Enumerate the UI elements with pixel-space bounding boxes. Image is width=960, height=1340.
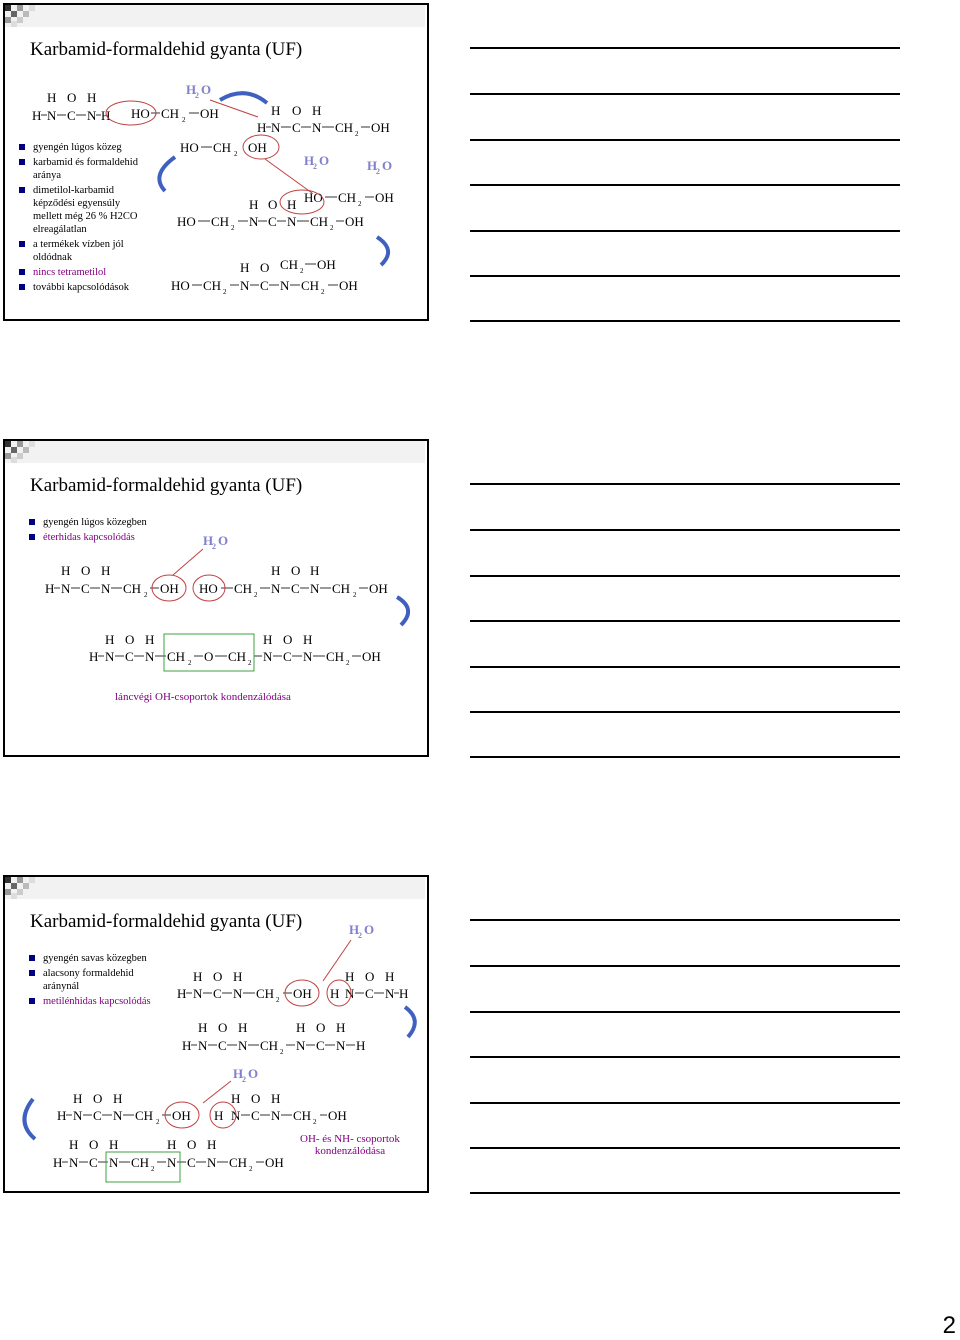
note-line	[470, 1056, 900, 1058]
svg-text:N: N	[207, 1155, 217, 1170]
note-line	[470, 711, 900, 713]
svg-text:O: O	[81, 563, 91, 578]
svg-text:H: H	[109, 1137, 119, 1152]
svg-text:O: O	[67, 90, 77, 105]
svg-text:2: 2	[182, 116, 186, 124]
svg-text:H: H	[249, 197, 259, 212]
svg-text:OH: OH	[328, 1108, 347, 1123]
svg-text:H: H	[101, 108, 111, 123]
water-label: H	[203, 533, 214, 548]
svg-text:O: O	[382, 158, 393, 173]
svg-text:H: H	[198, 1020, 208, 1035]
svg-text:N: N	[47, 108, 57, 123]
svg-text:OH: OH	[339, 278, 358, 293]
svg-text:2: 2	[144, 591, 148, 599]
bullet-item: alacsony formaldehid aránynál	[29, 967, 169, 993]
svg-text:H: H	[193, 969, 203, 984]
svg-text:H: H	[167, 1137, 177, 1152]
svg-text:O: O	[316, 1020, 326, 1035]
curved-arrow	[159, 157, 175, 191]
slide-title: Karbamid-formaldehid gyanta (UF)	[30, 475, 303, 496]
bullet-item: karbamid és formaldehid aránya	[19, 156, 147, 182]
svg-text:H: H	[145, 632, 155, 647]
svg-text:H: H	[113, 1091, 123, 1106]
svg-text:N: N	[296, 1038, 306, 1053]
svg-text:OH: OH	[293, 986, 312, 1001]
svg-text:CH: CH	[293, 1108, 312, 1123]
svg-text:N: N	[385, 986, 395, 1001]
svg-text:C: C	[316, 1038, 325, 1053]
svg-text:H: H	[303, 632, 313, 647]
svg-text:CH: CH	[135, 1108, 154, 1123]
svg-text:H: H	[32, 108, 42, 123]
svg-text:CH: CH	[229, 1155, 248, 1170]
svg-text:OH: OH	[248, 140, 267, 155]
reaction-arrow	[203, 1081, 231, 1103]
svg-text:O: O	[251, 1091, 261, 1106]
note-line	[470, 666, 900, 668]
bullet-item: gyengén lúgos közeg	[19, 141, 147, 154]
svg-text:2: 2	[358, 931, 362, 940]
svg-text:O: O	[125, 632, 135, 647]
svg-text:2: 2	[313, 162, 317, 171]
svg-text:O: O	[89, 1137, 99, 1152]
svg-text:H: H	[345, 969, 355, 984]
svg-text:N: N	[113, 1108, 123, 1123]
slide-1	[3, 3, 429, 321]
svg-text:H: H	[69, 1137, 79, 1152]
slide-title: Karbamid-formaldehid gyanta (UF)	[30, 39, 303, 60]
svg-text:N: N	[287, 214, 297, 229]
svg-text:OH: OH	[345, 214, 364, 229]
svg-text:O: O	[218, 1020, 228, 1035]
svg-text:O: O	[283, 632, 293, 647]
svg-text:C: C	[125, 649, 134, 664]
methylol-urea-lower-left	[57, 1091, 191, 1126]
svg-text:H: H	[271, 103, 281, 118]
svg-text:C: C	[67, 108, 76, 123]
svg-text:2: 2	[355, 130, 359, 138]
svg-text:H: H	[45, 581, 55, 596]
bullet-item: a termékek vízben jól oldódnak	[19, 238, 147, 264]
svg-text:H: H	[105, 632, 115, 647]
svg-text:C: C	[93, 1108, 102, 1123]
dimethylol-urea	[177, 190, 394, 232]
svg-text:CH: CH	[256, 986, 275, 1001]
svg-text:O: O	[291, 563, 301, 578]
slide-title: Karbamid-formaldehid gyanta (UF)	[30, 911, 303, 932]
svg-text:2: 2	[248, 659, 252, 667]
reaction-scheme-2	[5, 441, 429, 757]
svg-text:OH: OH	[317, 257, 336, 272]
svg-text:N: N	[271, 1108, 281, 1123]
svg-text:O: O	[268, 197, 278, 212]
note-line	[470, 1147, 900, 1149]
page-number: 2	[942, 1312, 956, 1339]
note-line	[470, 139, 900, 141]
svg-text:HO: HO	[304, 190, 323, 205]
svg-text:HO: HO	[171, 278, 190, 293]
svg-text:2: 2	[376, 167, 380, 176]
svg-text:2: 2	[231, 224, 235, 232]
svg-text:N: N	[145, 649, 155, 664]
svg-text:2: 2	[156, 1118, 160, 1126]
svg-text:H: H	[330, 986, 340, 1001]
svg-text:N: N	[312, 120, 322, 135]
svg-text:N: N	[271, 120, 281, 135]
svg-text:N: N	[240, 278, 250, 293]
note-line	[470, 184, 900, 186]
svg-text:CH: CH	[326, 649, 345, 664]
svg-text:H: H	[101, 563, 111, 578]
water-label: H	[349, 922, 360, 937]
bullet-item: éterhidas kapcsolódás	[29, 531, 229, 544]
svg-text:C: C	[81, 581, 90, 596]
svg-text:CH: CH	[260, 1038, 279, 1053]
svg-text:O: O	[204, 649, 214, 664]
svg-text:O: O	[213, 969, 223, 984]
svg-text:N: N	[73, 1108, 83, 1123]
svg-text:2: 2	[249, 1165, 253, 1173]
note-line	[470, 47, 900, 49]
svg-text:CH: CH	[203, 278, 222, 293]
svg-text:OH: OH	[265, 1155, 284, 1170]
slide-3	[3, 875, 429, 1193]
svg-text:CH: CH	[301, 278, 320, 293]
svg-text:H: H	[53, 1155, 63, 1170]
urea-molecule	[330, 969, 408, 1001]
note-line	[470, 1192, 900, 1194]
svg-text:N: N	[87, 108, 97, 123]
slide-caption: OH- és NH- csoportok kondenzálódása	[300, 1133, 400, 1157]
curved-arrow	[24, 1099, 35, 1139]
svg-text:OH: OH	[200, 106, 219, 121]
svg-text:2: 2	[242, 1075, 246, 1084]
svg-text:CH: CH	[167, 649, 186, 664]
svg-text:H: H	[87, 90, 97, 105]
svg-text:O: O	[187, 1137, 197, 1152]
svg-text:H: H	[336, 1020, 346, 1035]
svg-text:CH: CH	[213, 140, 232, 155]
note-line	[470, 1011, 900, 1013]
note-line	[470, 1102, 900, 1104]
svg-text:HO: HO	[131, 106, 150, 121]
svg-text:HO: HO	[180, 140, 199, 155]
svg-text:CH: CH	[131, 1155, 150, 1170]
svg-text:H: H	[271, 1091, 281, 1106]
formaldehyde-molecule	[131, 106, 219, 124]
svg-text:H: H	[177, 986, 187, 1001]
svg-text:2: 2	[234, 150, 238, 158]
svg-text:OH: OH	[160, 581, 179, 596]
svg-text:C: C	[365, 986, 374, 1001]
svg-text:OH: OH	[362, 649, 381, 664]
curved-arrow	[405, 1007, 415, 1037]
svg-text:C: C	[187, 1155, 196, 1170]
svg-text:OH: OH	[369, 581, 388, 596]
svg-text:H: H	[61, 563, 71, 578]
urea-molecule	[32, 90, 110, 123]
svg-text:O: O	[319, 153, 330, 168]
bullet-item: további kapcsolódások	[19, 281, 147, 294]
svg-text:N: N	[310, 581, 320, 596]
svg-text:O: O	[248, 1066, 259, 1081]
water-label: H	[186, 82, 197, 97]
svg-text:2: 2	[300, 267, 304, 275]
svg-text:O: O	[292, 103, 302, 118]
svg-text:CH: CH	[332, 581, 351, 596]
slide-2	[3, 439, 429, 757]
svg-text:OH: OH	[172, 1108, 191, 1123]
trimethylol-urea	[171, 257, 358, 296]
svg-text:C: C	[291, 581, 300, 596]
svg-text:2: 2	[151, 1165, 155, 1173]
svg-text:2: 2	[223, 288, 227, 296]
svg-text:2: 2	[188, 659, 192, 667]
svg-text:H: H	[287, 197, 297, 212]
svg-text:O: O	[364, 922, 375, 937]
methylol-urea	[257, 103, 390, 138]
svg-text:CH: CH	[161, 106, 180, 121]
svg-text:CH: CH	[228, 649, 247, 664]
bullet-item: gyengén savas közegben	[29, 952, 169, 965]
methylene-bridged-product	[182, 1020, 365, 1056]
note-line	[470, 919, 900, 921]
svg-text:C: C	[251, 1108, 260, 1123]
svg-text:N: N	[336, 1038, 346, 1053]
water-label: H	[367, 158, 378, 173]
svg-text:H: H	[310, 563, 320, 578]
svg-text:2: 2	[195, 91, 199, 100]
svg-text:H: H	[231, 1091, 241, 1106]
svg-text:H: H	[238, 1020, 248, 1035]
bullet-item: dimetilol-karbamid képződési egyensúly mellett még 26 % H2CO elreagálatlan	[19, 184, 147, 236]
svg-text:C: C	[292, 120, 301, 135]
svg-text:H: H	[240, 260, 250, 275]
methylol-urea	[177, 969, 312, 1004]
svg-text:H: H	[399, 986, 409, 1001]
svg-text:N: N	[238, 1038, 248, 1053]
svg-text:2: 2	[254, 591, 258, 599]
methylene-bridged-product-2	[53, 1137, 284, 1173]
svg-text:C: C	[268, 214, 277, 229]
svg-text:2: 2	[330, 224, 334, 232]
reaction-scheme-1	[5, 5, 429, 321]
note-line	[470, 483, 900, 485]
svg-text:C: C	[283, 649, 292, 664]
bullet-item: gyengén lúgos közegben	[29, 516, 229, 529]
curved-arrow	[220, 93, 267, 103]
note-line	[470, 965, 900, 967]
svg-text:OH: OH	[371, 120, 390, 135]
svg-text:H: H	[356, 1038, 366, 1053]
reaction-arrow	[173, 549, 203, 575]
svg-text:H: H	[312, 103, 322, 118]
svg-text:H: H	[296, 1020, 306, 1035]
svg-text:O: O	[260, 260, 270, 275]
svg-text:C: C	[218, 1038, 227, 1053]
svg-text:2: 2	[276, 996, 280, 1004]
svg-text:H: H	[233, 969, 243, 984]
svg-text:N: N	[61, 581, 71, 596]
svg-text:N: N	[233, 986, 243, 1001]
svg-text:2: 2	[280, 1048, 284, 1056]
svg-text:N: N	[271, 581, 281, 596]
svg-text:2: 2	[313, 1118, 317, 1126]
svg-text:N: N	[198, 1038, 208, 1053]
svg-text:N: N	[109, 1155, 119, 1170]
svg-text:H: H	[57, 1108, 67, 1123]
svg-text:H: H	[182, 1038, 192, 1053]
svg-text:H: H	[214, 1108, 224, 1123]
svg-text:CH: CH	[234, 581, 253, 596]
svg-text:H: H	[257, 120, 267, 135]
svg-text:N: N	[105, 649, 115, 664]
water-label: H	[304, 153, 315, 168]
note-line	[470, 529, 900, 531]
svg-text:OH: OH	[375, 190, 394, 205]
methylol-urea-right	[199, 563, 388, 599]
note-line	[470, 620, 900, 622]
svg-text:N: N	[231, 1108, 241, 1123]
svg-text:C: C	[89, 1155, 98, 1170]
note-line	[470, 575, 900, 577]
svg-text:N: N	[101, 581, 111, 596]
note-line	[470, 230, 900, 232]
svg-text:N: N	[167, 1155, 177, 1170]
svg-text:O: O	[365, 969, 375, 984]
svg-text:H: H	[207, 1137, 217, 1152]
svg-text:CH: CH	[335, 120, 354, 135]
svg-text:CH: CH	[123, 581, 142, 596]
methylol-urea-left	[45, 563, 179, 599]
note-line	[470, 756, 900, 758]
svg-text:H: H	[385, 969, 395, 984]
note-line	[470, 275, 900, 277]
svg-text:N: N	[249, 214, 259, 229]
svg-text:C: C	[213, 986, 222, 1001]
svg-text:N: N	[69, 1155, 79, 1170]
svg-text:H: H	[271, 563, 281, 578]
bullet-item: metilénhidas kapcsolódás	[29, 995, 169, 1008]
svg-text:CH: CH	[211, 214, 230, 229]
svg-text:H: H	[89, 649, 99, 664]
svg-text:CH: CH	[310, 214, 329, 229]
formaldehyde-molecule-2	[180, 140, 267, 158]
curved-arrow	[377, 237, 388, 265]
svg-text:O: O	[93, 1091, 103, 1106]
slide-caption: láncvégi OH-csoportok kondenzálódása	[115, 691, 291, 703]
svg-text:O: O	[218, 533, 229, 548]
ether-bridged-product	[89, 632, 381, 667]
svg-text:2: 2	[346, 659, 350, 667]
svg-text:N: N	[303, 649, 313, 664]
svg-text:HO: HO	[199, 581, 218, 596]
svg-text:O: O	[201, 82, 212, 97]
svg-text:2: 2	[321, 288, 325, 296]
svg-text:C: C	[260, 278, 269, 293]
svg-text:2: 2	[353, 591, 357, 599]
water-label: H	[233, 1066, 244, 1081]
svg-text:N: N	[345, 986, 355, 1001]
svg-text:N: N	[193, 986, 203, 1001]
curved-arrow	[397, 597, 408, 625]
svg-text:H: H	[47, 90, 57, 105]
note-line	[470, 93, 900, 95]
svg-text:2: 2	[358, 200, 362, 208]
note-line	[470, 320, 900, 322]
svg-text:H: H	[73, 1091, 83, 1106]
svg-text:HO: HO	[177, 214, 196, 229]
svg-text:CH: CH	[280, 257, 299, 272]
svg-text:CH: CH	[338, 190, 357, 205]
svg-text:H: H	[263, 632, 273, 647]
svg-text:N: N	[263, 649, 273, 664]
svg-text:2: 2	[212, 542, 216, 551]
svg-text:N: N	[280, 278, 290, 293]
bullet-item: nincs tetrametilol	[19, 266, 147, 279]
